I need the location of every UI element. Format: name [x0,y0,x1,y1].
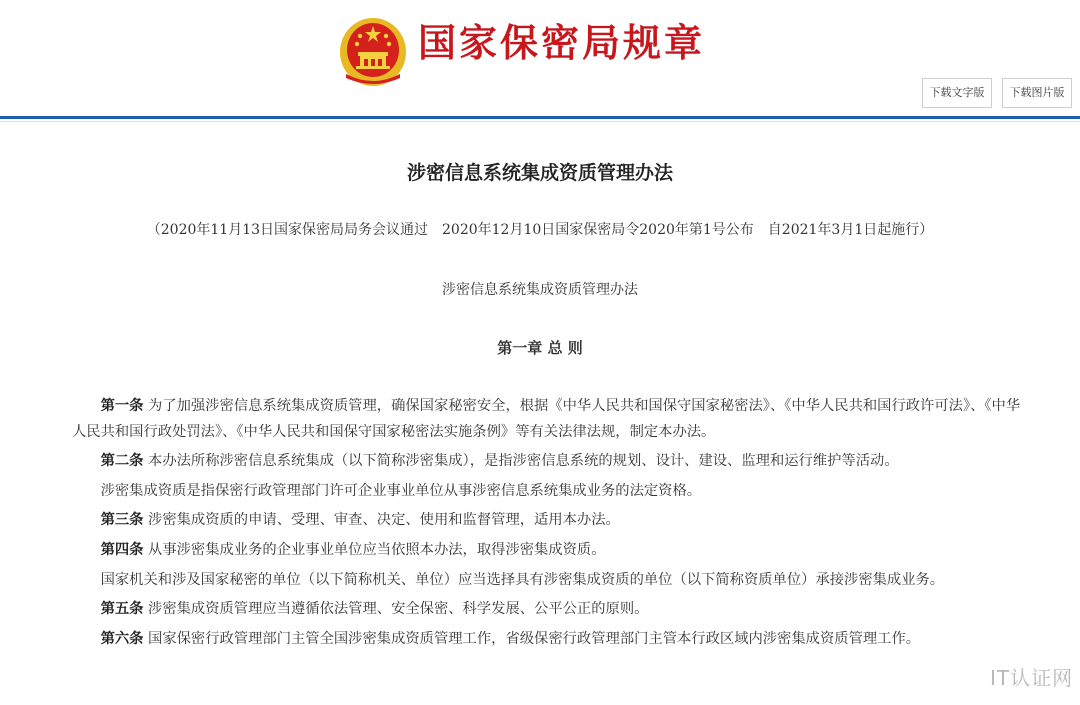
article-paragraph [72,394,1022,445]
site-header [0,0,1080,120]
article-number: 第六条 [100,630,144,647]
header-divider [0,116,1080,119]
download-image-button[interactable]: 下载图片版 [1002,78,1072,108]
article-paragraph [72,479,1022,505]
document-title: 涉密信息系统集成资质管理办法 [406,162,673,184]
document-subtitle: （2020年11月13日国家保密局局务会议通过 2020年12月10日国家保密局令2020年第1号公布 自2021年3月1日起施行） [146,222,934,238]
article-text: 本办法所称涉密信息系统集成（以下简称涉密集成），是指涉密信息系统的规划、设计、建设、监理和运行维护等活动。 [148,453,899,470]
article-number: 第五条 [100,601,144,618]
article-paragraph [72,627,1022,653]
article-paragraph [72,538,1022,564]
article-text: 从事涉密集成业务的企业事业单位应当依照本办法，取得涉密集成资质。 [148,541,606,558]
article-number: 第一条 [100,398,144,414]
article-number: 第四条 [100,541,144,558]
document-title-repeat: 涉密信息系统集成资质管理办法 [442,282,638,298]
article-text: 涉密集成资质的申请、受理、审查、决定、使用和监督管理，适用本办法。 [148,512,620,529]
article-paragraph [72,597,1022,623]
article-text: 国家机关和涉及国家秘密的单位（以下简称机关、单位）应当选择具有涉密集成资质的单位（以下简称资质单位）承接涉密集成业务。 [100,571,945,588]
article-text: 为了加强涉密信息系统集成资质管理，确保国家秘密安全，根据《中华人民共和国保守国家秘密法》、《中华人民共和国行政许可法》、《中华人民共和国行政处罚法》、《中华人民共和国保守国家秘密法实施条例》等有关法律法规，制定本办法。 [72,398,1021,440]
article-number: 第三条 [100,512,144,529]
article-paragraph [72,449,1022,475]
document-body [72,394,1022,656]
header-divider-thin [0,121,1080,122]
article-number: 第二条 [100,453,144,470]
watermark: IT认证网 [990,666,1074,690]
chapter-heading: 第一章 总 则 [497,339,583,357]
article-paragraph [72,508,1022,534]
article-text: 国家保密行政管理部门主管全国涉密集成资质管理工作，省级保密行政管理部门主管本行政区域内涉密集成资质管理工作。 [148,630,921,647]
download-text-button[interactable]: 下载文字版 [922,78,992,108]
national-emblem-icon [338,14,408,88]
article-text: 涉密集成资质是指保密行政管理部门许可企业事业单位从事涉密信息系统集成业务的法定资格。 [100,482,702,499]
site-title: 国家保密局规章 [418,20,706,65]
article-paragraph [72,568,1022,594]
article-text: 涉密集成资质管理应当遵循依法管理、安全保密、科学发展、公平公正的原则。 [148,601,649,618]
